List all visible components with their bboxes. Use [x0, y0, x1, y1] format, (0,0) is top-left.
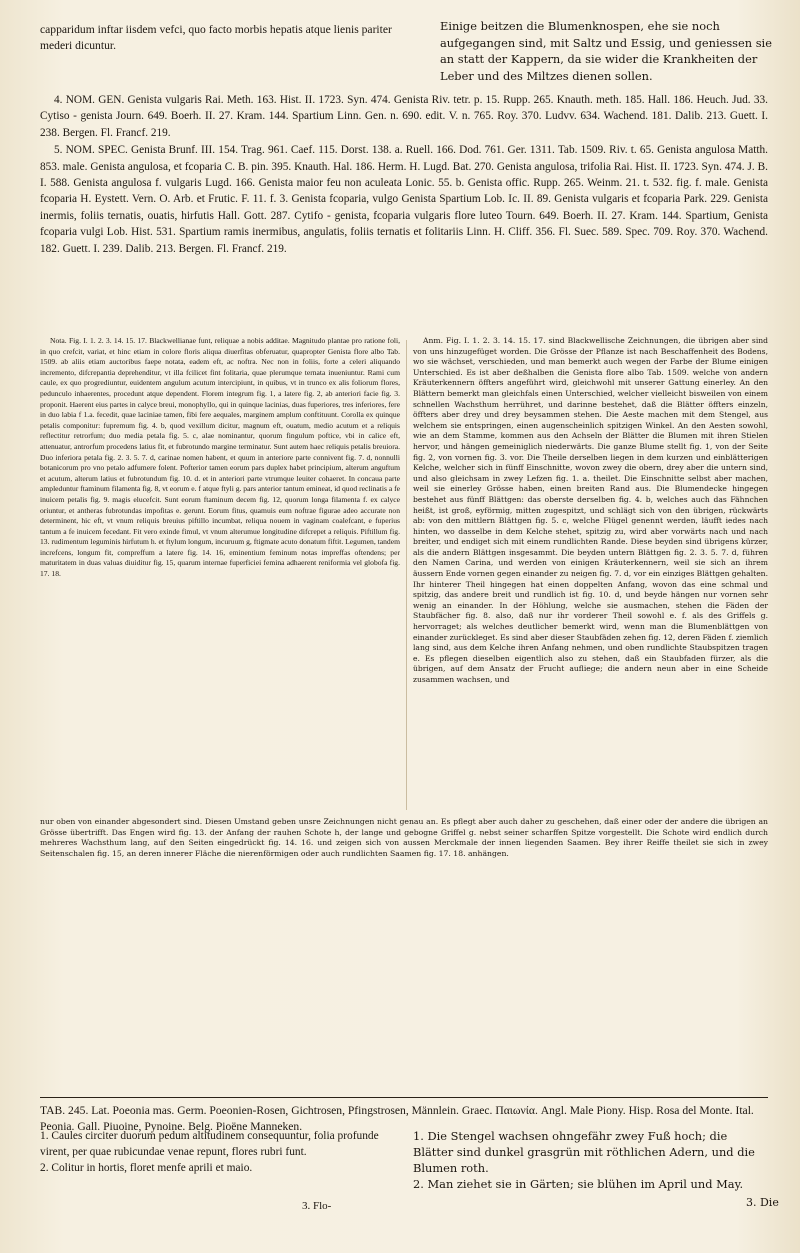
catchword-left: 3. Flo-: [302, 1200, 332, 1212]
peonia-german-items: [413, 1128, 768, 1192]
nota-german-continuation: [40, 817, 768, 859]
peonia-latin-item-2: 2. Colitur in hortis, floret menfe aprili et maio.: [40, 1162, 253, 1174]
nota-latin-text: Nota. Fig. I. 1. 2. 3. 14. 15. 17. Blackwellianae funt, reliquae a nobis additae. Magnitudo plantae pro ratione foli, in quo crefcit, variat, et hinc etiam in colore floris aliqua diuerfitas obferuatur, quapropter Genista flore albo Tab. 1509. ab aliis etiam auctoribus faepe notata, eadem eft, ac noftra. Nec non in foliis, forte a celeri aliquando incremento, difcrepantia deprehenditur, vt illa fcilicet fint folitaria, quae plerumque ternata inueniuntur. Rami cum caule, ex quo progrediuntur, euidentem angulum acutum intercipiunt, in quibus, vt in trunco ex alis foliorum flores, pedunculo inhaerentes, procedunt atque dependent. Florem integrum fig. 1, a latere fig. 2, ab anteriori facie fig. 3. proponit. Haerent eius partes in calyce breui, monophyllo, qui in quinque lacinias, duas fuperiores, tres inferiores, fere in duo labia f 1.a. fecedit, quae laciniae tamen, fibi fere aequales, marginem amplum conftituunt. Corolla ex quinque petalis componitur: fupremum fig. 4. b, quod vexillum dicitur, magnum eft, ouatum, medio acutum et a reliquis reflectitur retrorfum; duo media petala fig. 5. c, alae nominantur, quorum fingulum poftice, vbi in calice eft, attenuatur, antrorfum procedens latius fit, et fubrotundo margine terminatur. Sunt autem haec reliquis petalis breuiora. Duo inferiora petala fig. 2. 3. 5. 7. d, carinae nomen habent, et quum in anteriore parte connivent fig. 7. d, nonnulli botanicorum pro vno petalo adfumere folent. Pofterior tamen eorum pars duplex habet principium, alterum anguftum et acutum, alterum latius et fubrotundum fig. 10. d. et in anteriori parte vtrumque leuiter cohaeret. In concaua parte ampleduntur ftaminum filamenta fig. 8, vt eorum e. f atque ftyli g. pars anterior tantum emineat, id quod reclinatis a fe inuicem petalis fig. 9. magis elucefcit. Sunt eorum ftaminum decem fig. 12, quorum longa filamenta f. ex calyce oriuntur, et antheras fubrotundas impofitas e. gerunt. Eorum fitus, quamuis eum noftrae figurae adeo accurate non determinent, hic eft, vt vnum reliquis breuius piftillo incumbat, reliqua nouem in vaginam coalefcant, e fuperius tantum a fe inuicem fecedant. Fit vero exinde fimul, vt vnum alterumue longitudine difcrepet a reliquis. Piftillum fig. 13. rudimentum leguminis hirfutum h. et ftylum longum, incuruum g, ftigmate acuto donatum fiftit. Legumen, tandem increfcens, longum fit, compreffum a latere fig. 14. 16, eminentium feminum notas impreffas oftendens; per maturitatem in duas valuas diuiditur fig. 15, quarum internae fuperficiei femina adhaerent reniformia vel globofa fig. 17. 18.: [40, 336, 400, 579]
top-latin-paragraph: [40, 22, 410, 54]
nom-gen-paragraph: 4. NOM. GEN. Genista vulgaris Rai. Meth. 163. Hist. II. 1723. Syn. 474. Genista Riv. tetr. p. 15. Rupp. 265. Knauth. meth. 185. Hall. 186. Heuch. Jud. 33. Cytiso - genista Journ. 649. Boerh. II. 27. Kram. 144. Spartium Linn. Gen. n. 690. edit. V. n. 765. Roy. 370. Ludvv. 634. Wachend. 181. Dalib. 213. Guett. I. 238. Bergen. Fl. Francf. 219.: [40, 94, 768, 139]
top-german-paragraph: [440, 18, 780, 84]
top-latin-text: capparidum inftar iisdem vefci, quo facto morbis hepatis atque lienis pariter mederi dicuntur.: [40, 23, 392, 52]
top-german-text: Einige beitzen die Blumenknospen, ehe sie noch aufgegangen sind, mit Saltz und Essig, und geniessen sie an statt der Kappern, da sie wider die Krankheiten der Leber und des Miltzes dienen sollen.: [440, 19, 772, 83]
nota-german-column: [413, 336, 768, 686]
tab-heading-text: TAB. 245. Lat. Poeonia mas. Germ. Poeonien-Rosen, Gichtrosen, Pfingstrosen, Männlein. Graec. Παιωνία. Angl. Male Piony. Hisp. Rosa del Monte. Ital. Peonia. Gall. Piuoine, Pynoine. Belg. Pioëne Manneken.: [40, 1104, 754, 1133]
nota-german-cont-text: nur oben von einander abgesondert sind. Diesen Umstand geben unsre Zeichnungen nicht genau an. Es pflegt aber auch daher zu geschehen, daß einer oder der andere die übrigen an Grösse übertrifft. Das Engen wird fig. 13. der Anfang der rauhen Schote h, der lange und gebogne Griffel g. nebst seiner scharffen Spitze vorgestellt. Die Schote wird endlich durch mehreres Wachsthum lang, auf den Seiten eingedrückt fig. 14. 16. und zeigen sich von aussen Merckmale der innen liegenden Saamen. Bey ihrer Reiffe theilet sie sich in zwey Seitenschalen fig. 15, an deren innerer Fläche die nierenförmigen oder auch rundlichten Saamen fig. 17. 18. anhängen.: [40, 817, 768, 858]
peonia-german-item-2: 2. Man ziehet sie in Gärten; sie blühen im April und May.: [413, 1177, 744, 1191]
peonia-latin-item-1: 1. Caules circiter duorum pedum altitudinem consequuntur, folia profunde virent, per quae rubicundae venae repunt, flores rubri funt.: [40, 1130, 379, 1158]
column-divider: [406, 340, 407, 810]
peonia-german-item-1: 1. Die Stengel wachsen ohngefähr zwey Fuß hoch; die Blätter sind dunkel grasgrün mit röthlichen Adern, und die Blumen roth.: [413, 1129, 755, 1175]
nota-latin-column: [40, 336, 400, 580]
catchword-right: 3. Die: [746, 1196, 779, 1209]
nota-german-text: Anm. Fig. I. 1. 2. 3. 14. 15. 17. sind Blackwellische Zeichnungen, die übrigen aber sind von uns hinzugefüget worden. Die Grösse der Pflanze ist nach Beschaffenheit des Bodens, wo sie wächset, verschieden, und man bemerkt auch wegen der Farbe der Blume einigen Unterschied. Es ist aber deßhalben die Genista flore albo Tab. 1509. welche von andern Kräuterkennern öffters angeführt wird, gleichwohl mit unserer Gattung einerley. An den Blättern bemerkt man gleichfals einen Unterschied, welcher vielleicht bisweilen von einem schnellen Wachsthum herrühret, und darinne bestehet, daß die Blätter öffters einzeln, öffters aber drey und drey beysammen stehen. Die Aeste machen mit dem Stengel, aus welchem sie entspringen, einen augenscheinlich spitzigen Winkel. An den Aesten sowohl, wie an dem Stamme, kommen aus den Achseln der Blätter die Blumen mit ihren Stielen hervor, und hängen gemeiniglich niederwärts. Die ganze Blume stellt fig. 1, von der Seite fig. 2, von vornen fig. 3. vor. Die Theile derselben liegen in dem kurzen und einblätterigen Kelche, welcher sich in fünff Einschnitte, wovon zwey die obern, drey aber die untern sind, und also gleichsam in zwey Lefzen fig. 1. a. theilet. Die Einschnitte selbst aber machen, weil sie einerley Grösse haben, einen breiten Rand aus. Die Blumendecke hingegen bestehet aus fünff Blättgen: das oberste derselben fig. 4. b, welches auch das Fähnchen heißt, ist groß, eyförmig, mitten zugespitzt, und schlägt sich von den übrigen, rückwärts ab: von den mittlern Blättgen fig. 5. c, welche Flügel genennt werden, läufft iedes nach hinten, wo dasselbe in dem Kelche stehet, spitzig zu, wird aber vorwärts nach und nach breiter, und endiget sich mit einem rundlichten Rande. Diese beyden sind übrigens kürzer, als die andern Blättgen insgesammt. Die beyden untern Blättgen fig. 2. 3. 5. 7. d, führen den Namen Carina, und werden von einigen Kräuterkennern, weil sie sich an ihrem äussern Ende vornen gegen einander zu neigen fig. 7. d, vor ein einziges Blättgen gehalten. Ihr hinterer Theil hingegen hat einen doppelten Anfang, wovon das eine schmal und spitzig, das andere breit und rundlich ist fig. 10. d, und beyde hängen nur vornen sehr wenig an einander. In der Höhlung, welche sie ausmachen, stehen die Fäden der Staubfächer fig. 8. also, daß nur ihr vorderer Theil sowohl e. f. als des Griffels g. hervorraget; als welches deutlicher bemerkt wird, wenn man die Blumenblättgen von einander zurückleget. Es sind aber dieser Staubfäden zehen fig. 12, deren Fäden f. ziemlich lang sind, aus dem Kelche ihren Anfang nehmen, und oben rundlichte Staubspitzen tragen e. Es pflegen dieselben eigentlich also zu stehen, daß ein Staubfaden fürzer, als die übrigen, auf dem Ansatz der Frucht aufliege; die andern neun aber in eine Scheide zusammen wachsen, und: [413, 336, 768, 684]
section-rule: [40, 1097, 768, 1098]
nomenclature-block: [40, 92, 768, 258]
peonia-latin-items: [40, 1128, 395, 1176]
nom-spec-paragraph: 5. NOM. SPEC. Genista Brunf. III. 154. Trag. 961. Caef. 115. Dorst. 138. a. Ruell. 166. Dod. 761. Ger. 1311. Tab. 1509. Riv. t. 65. Genista angulosa Matth. 853. male. Genista angulosa, et fcoparia C. B. pin. 395. Knauth. Hal. 186. Herm. H. Lugd. Bat. 270. Genista angulosa, trifolia Rai. Hist. II. 1723. Syn. 474. J. B. I. 588. Genista angulosa f. vulgaris Lugd. 166. Genista maior feu non aculeata Lonic. 55. b. Genista offic. Rupp. 265. Weinm. 21. t. 532. fig. f. male. Genista fcoparia H. Eystett. Vern. O. Arb. et Frutic. F. 11. f. 3. Genista fcoparia, vulgo Genista Spartium Lob. Ic. II. 89. Genista vulgaris et fcoparia Park. 229. Genista inermis, foliis ternatis, ouatis, hirfutis Hall. Gott. 287. Cytifo - genista, fcoparia vulgaris flore luteo Tourn. 649. Boerh. II. 27. Kram. 144. Spartium, Genista fcoparia vulgi Lob. Hist. 531. Spartium ramis inermibus, angulatis, foliis ternatis et folitariis Linn. H. Cliff. 356. Fl. Suec. 589. Spec. 709. Roy. 370. Wachend. 182. Guett. I. 239. Dalib. 213. Bergen. Fl. Francf. 219.: [40, 144, 768, 255]
